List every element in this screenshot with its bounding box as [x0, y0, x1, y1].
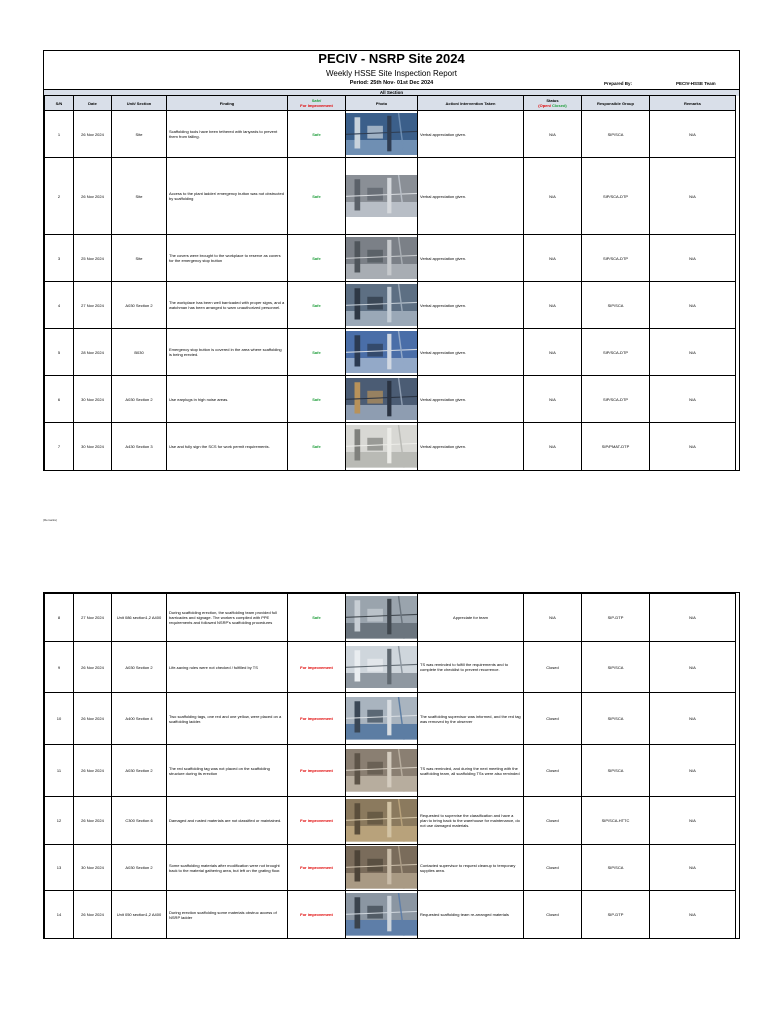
cell-photo	[346, 235, 418, 282]
table-row	[45, 235, 736, 282]
cell-photo	[346, 376, 418, 423]
inspection-photo	[346, 175, 417, 218]
col-date: Date	[74, 96, 112, 111]
table-body-page-2	[45, 594, 736, 939]
cell-group: SIP/SCA	[582, 845, 650, 891]
cell-group: SIP/SCA	[582, 693, 650, 745]
cell-action: Verbal appreciation given.	[418, 376, 524, 423]
inspection-photo	[346, 113, 417, 156]
cell-remarks: N/A	[650, 111, 736, 158]
cell-sn: 8	[45, 594, 74, 642]
cell-sn: 7	[45, 423, 74, 471]
cell-unit: Site	[112, 158, 167, 235]
report-sheet-page-2	[43, 592, 740, 939]
cell-date: 30 Nov 2024	[74, 845, 112, 891]
table-row	[45, 891, 736, 939]
cell-remarks: N/A	[650, 423, 736, 471]
table-row	[45, 376, 736, 423]
cell-action: The scaffolding supervisor was informed, and the red tag was removed by the observer	[418, 693, 524, 745]
table-row	[45, 282, 736, 329]
cell-remarks: N/A	[650, 642, 736, 693]
report-subtitle: Weekly HSSE Site Inspection Report	[325, 69, 458, 78]
cell-group: SIP/SCA-DTP	[582, 235, 650, 282]
cell-status: Closed	[524, 845, 582, 891]
cell-finding: Damaged and rusted materials are not classified or maintained.	[167, 797, 288, 845]
cell-status: Closed	[524, 797, 582, 845]
cell-finding: During erection scaffolding some materials obstruc access of NSRP ladder	[167, 891, 288, 939]
cell-remarks: N/A	[650, 376, 736, 423]
cell-status: N/A	[524, 423, 582, 471]
cell-sn: 9	[45, 642, 74, 693]
cell-unit: A030 Section 2	[112, 376, 167, 423]
cell-group: SIP/SCA-HTTC	[582, 797, 650, 845]
cell-date: 30 Nov 2024	[74, 376, 112, 423]
inspection-photo	[346, 799, 417, 842]
cell-sn: 6	[45, 376, 74, 423]
cell-status: Closed	[524, 745, 582, 797]
cell-status: N/A	[524, 329, 582, 376]
cell-remarks: N/A	[650, 745, 736, 797]
cell-remarks: N/A	[650, 235, 736, 282]
cell-photo	[346, 745, 418, 797]
cell-status: Closed	[524, 693, 582, 745]
cell-status: Closed	[524, 891, 582, 939]
cell-rating: For improvement	[288, 797, 346, 845]
cell-remarks: N/A	[650, 891, 736, 939]
cell-status: N/A	[524, 282, 582, 329]
cell-action: Verbal appreciation given.	[418, 235, 524, 282]
cell-finding: Use earplugs in high noise areas.	[167, 376, 288, 423]
cell-photo	[346, 891, 418, 939]
cell-photo	[346, 845, 418, 891]
col-action: Action/ Intervention Taken	[418, 96, 524, 111]
cell-action: Verbal appreciation given.	[418, 329, 524, 376]
inspection-photo	[346, 331, 417, 374]
cell-group: SIP/PMAT-DTP	[582, 423, 650, 471]
cell-remarks: N/A	[650, 797, 736, 845]
cell-remarks: N/A	[650, 329, 736, 376]
all-section-banner: All Section	[44, 89, 739, 96]
cell-action: Appreciate for team	[418, 594, 524, 642]
cell-sn: 2	[45, 158, 74, 235]
col-status	[524, 96, 582, 111]
inspection-photo	[346, 237, 417, 280]
cell-unit: B030	[112, 329, 167, 376]
cell-group: SIP-DTP	[582, 594, 650, 642]
cell-finding: Access to the plant ladder/ emergency button was not obstructed by scaffolding	[167, 158, 288, 235]
cell-rating: Safe	[288, 594, 346, 642]
report-header	[44, 51, 739, 90]
table-body-page-1	[45, 111, 736, 471]
cell-rating: Safe	[288, 158, 346, 235]
cell-finding: Life-saving rules were not checked / fulfilled by TS	[167, 642, 288, 693]
cell-date: 26 Nov 2024	[74, 158, 112, 235]
cell-photo	[346, 642, 418, 693]
col-status-closed: Closed)	[550, 103, 567, 108]
cell-status: N/A	[524, 158, 582, 235]
col-rating	[288, 96, 346, 111]
cell-status: N/A	[524, 235, 582, 282]
cell-date: 26 Nov 2024	[74, 891, 112, 939]
inspection-photo	[346, 749, 417, 792]
cell-rating: Safe	[288, 111, 346, 158]
cell-date: 27 Nov 2024	[74, 594, 112, 642]
cell-status: N/A	[524, 111, 582, 158]
cell-group: SIP/SCA	[582, 642, 650, 693]
cell-rating: Safe	[288, 423, 346, 471]
cell-group: SIP/SCA-DTP	[582, 376, 650, 423]
table-row	[45, 797, 736, 845]
cell-photo	[346, 158, 418, 235]
inspection-photo	[346, 697, 417, 740]
cell-remarks: N/A	[650, 282, 736, 329]
cell-unit: A400 Section 4	[112, 693, 167, 745]
table-row	[45, 329, 736, 376]
cell-action: TS was reminded to fulfill the requirements and to complete the checklist to prevent recurrence.	[418, 642, 524, 693]
cell-rating: For improvement	[288, 845, 346, 891]
report-title: PECIV - NSRP Site 2024	[318, 51, 465, 66]
cell-unit: A030 Section 2	[112, 845, 167, 891]
col-sn: S/N	[45, 96, 74, 111]
prepared-by-value: PECIV-HSSE Team	[676, 81, 716, 86]
cell-group: SIP/SCA	[582, 282, 650, 329]
cell-rating: For improvement	[288, 693, 346, 745]
cell-action: Verbal appreciation given.	[418, 111, 524, 158]
cell-finding: Use and fully sign the SCS for work permit requirements.	[167, 423, 288, 471]
col-finding: Finding	[167, 96, 288, 111]
table-row	[45, 158, 736, 235]
cell-unit: A430 Section 3	[112, 423, 167, 471]
cell-photo	[346, 797, 418, 845]
table-row	[45, 594, 736, 642]
cell-action: Contacted supervisor to request cleanup to temporary supplies area.	[418, 845, 524, 891]
cell-action: Requested to supervise the classification and have a plan to bring back to the warehouse for maintenance, do not use damaged materials.	[418, 797, 524, 845]
cell-date: 26 Nov 2024	[74, 642, 112, 693]
cell-sn: 14	[45, 891, 74, 939]
cell-action: Verbal appreciation given.	[418, 423, 524, 471]
report-period: Period: 25th Nov- 01st Dec 2024	[349, 80, 434, 86]
cell-finding: Scaffolding tools have been tethered with lanyards to prevent them from falling.	[167, 111, 288, 158]
cell-finding: The workplace has been well barricaded with proper signs, and a watchman has been arranged to warn unauthorized personnel.	[167, 282, 288, 329]
cell-photo	[346, 594, 418, 642]
cell-sn: 11	[45, 745, 74, 797]
cell-group: SIP-DTP	[582, 891, 650, 939]
cell-finding: During scaffolding erection, the scaffolding team provided full barricades and signage. The workers complied with PPE requirements and followed NSRP's scaffolding procedures	[167, 594, 288, 642]
cell-rating: Safe	[288, 376, 346, 423]
footnote: (Remarks)	[43, 518, 57, 522]
cell-unit: C300 Section 6	[112, 797, 167, 845]
inspection-photo	[346, 846, 417, 889]
cell-remarks: N/A	[650, 158, 736, 235]
cell-unit: Site	[112, 235, 167, 282]
cell-date: 30 Nov 2024	[74, 423, 112, 471]
cell-group: SIP/SCA	[582, 745, 650, 797]
cell-finding: Two scaffolding tags, one red and one yellow, were placed on a scaffolding ladder.	[167, 693, 288, 745]
cell-sn: 3	[45, 235, 74, 282]
cell-unit: A030 Section 2	[112, 745, 167, 797]
cell-photo	[346, 111, 418, 158]
cell-unit: A030 Section 2	[112, 282, 167, 329]
table-row	[45, 845, 736, 891]
prepared-by-label: Prepared By:	[604, 81, 633, 86]
cell-group: SIP/SCA-DTP	[582, 158, 650, 235]
cell-date: 26 Nov 2024	[74, 745, 112, 797]
col-group: Responsible Group	[582, 96, 650, 111]
table-row	[45, 111, 736, 158]
cell-remarks: N/A	[650, 594, 736, 642]
cell-date: 25 Nov 2024	[74, 235, 112, 282]
cell-rating: For improvement	[288, 642, 346, 693]
inspection-photo	[346, 646, 417, 689]
cell-status: N/A	[524, 594, 582, 642]
cell-sn: 4	[45, 282, 74, 329]
cell-status: N/A	[524, 376, 582, 423]
cell-unit: Unit 086 section1,2 A400	[112, 594, 167, 642]
cell-photo	[346, 329, 418, 376]
cell-date: 26 Nov 2024	[74, 111, 112, 158]
inspection-photo	[346, 284, 417, 327]
cell-group: SIP/SCA-DTP	[582, 329, 650, 376]
cell-rating: Safe	[288, 235, 346, 282]
cell-remarks: N/A	[650, 693, 736, 745]
col-status-open: (Open/	[538, 103, 551, 108]
inspection-photo	[346, 893, 417, 936]
cell-sn: 13	[45, 845, 74, 891]
cell-photo	[346, 693, 418, 745]
cell-rating: Safe	[288, 282, 346, 329]
cell-sn: 1	[45, 111, 74, 158]
table-header-row	[45, 96, 736, 111]
cell-finding: Some scaffolding materials after modification were not brought back to the material gathering area, but left on the grating floor.	[167, 845, 288, 891]
col-remarks: Remarks	[650, 96, 736, 111]
col-status-label: Status	[546, 98, 559, 103]
cell-date: 28 Nov 2024	[74, 329, 112, 376]
cell-unit: A030 Section 2	[112, 642, 167, 693]
cell-unit: Site	[112, 111, 167, 158]
cell-finding: Emergency stop button is covered in the area where scaffolding is being erected.	[167, 329, 288, 376]
cell-finding: The red scaffolding tag was not placed on the scaffolding structure during its erection	[167, 745, 288, 797]
inspection-table-page-1	[44, 95, 736, 471]
inspection-photo	[346, 596, 417, 639]
cell-photo	[346, 423, 418, 471]
col-rating-safe: Safe/	[311, 98, 322, 103]
cell-date: 26 Nov 2024	[74, 693, 112, 745]
table-row	[45, 423, 736, 471]
inspection-photo	[346, 425, 417, 468]
inspection-photo	[346, 378, 417, 421]
col-rating-improve: For Improvement	[300, 103, 333, 108]
cell-action: Verbal appreciation given.	[418, 158, 524, 235]
cell-sn: 5	[45, 329, 74, 376]
cell-sn: 10	[45, 693, 74, 745]
cell-photo	[346, 282, 418, 329]
cell-date: 26 Nov 2024	[74, 797, 112, 845]
cell-rating: Safe	[288, 329, 346, 376]
cell-action: Verbal appreciation given.	[418, 282, 524, 329]
cell-remarks: N/A	[650, 845, 736, 891]
table-row	[45, 745, 736, 797]
cell-rating: For improvement	[288, 891, 346, 939]
inspection-table-page-2	[44, 593, 736, 939]
cell-action: Requested scaffolding team re-arranged materials	[418, 891, 524, 939]
table-row	[45, 642, 736, 693]
cell-date: 27 Nov 2024	[74, 282, 112, 329]
col-unit: Unit/ Section	[112, 96, 167, 111]
cell-rating: For improvement	[288, 745, 346, 797]
col-photo: Photo	[346, 96, 418, 111]
cell-unit: Unit 050 section1,2 A400	[112, 891, 167, 939]
report-sheet-page-1	[43, 50, 740, 471]
table-row	[45, 693, 736, 745]
cell-group: SIP/SCA	[582, 111, 650, 158]
cell-status: Closed	[524, 642, 582, 693]
cell-finding: The covers were brought to the workplace to reserve as covers for the emergency stop button	[167, 235, 288, 282]
cell-sn: 12	[45, 797, 74, 845]
cell-action: TS was reminded, and during the next meeting with the scaffolding team, all scaffolding TSs were also reminded	[418, 745, 524, 797]
